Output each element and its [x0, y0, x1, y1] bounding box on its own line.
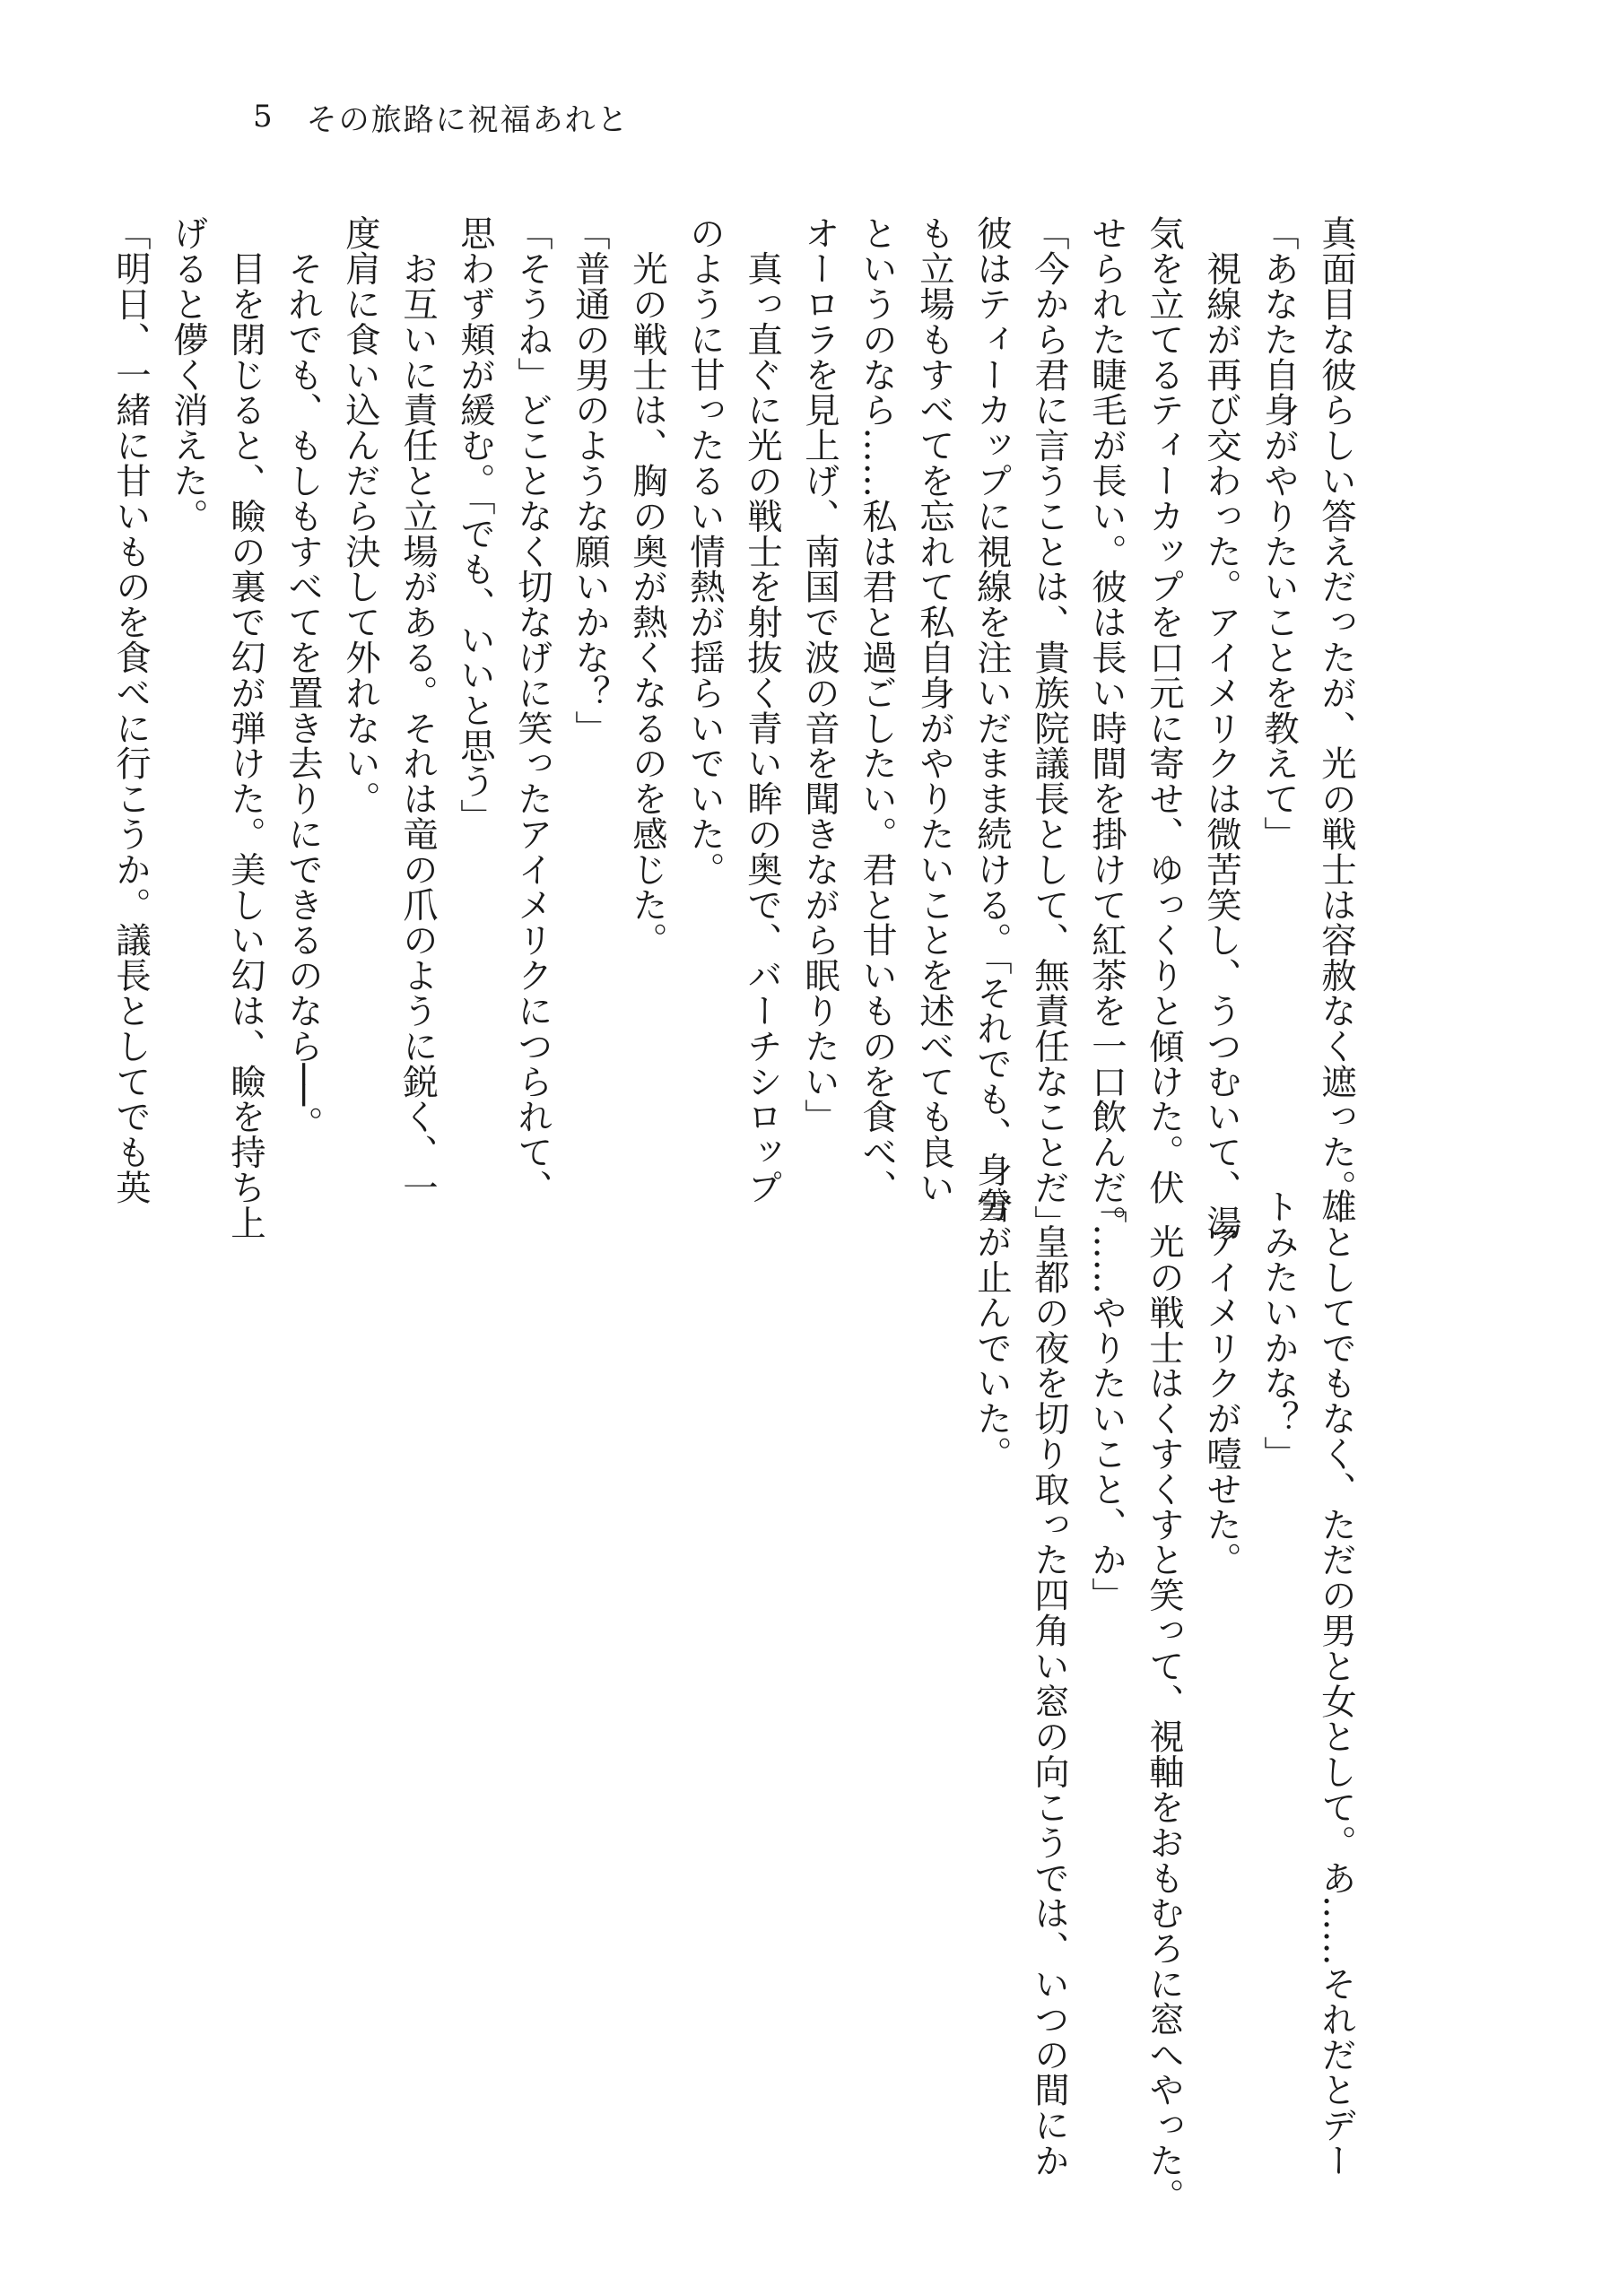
text-line: アイメリクが噎せた。	[1201, 1188, 1242, 1578]
text-line: のように甘ったるい情熱が揺らいでいた。	[684, 215, 726, 887]
text-line: 「……やりたいこと、か」	[1086, 1188, 1127, 1613]
text-line: 目を閉じると、瞼の裏で幻が弾けた。美しい幻は、瞼を持ち上	[225, 215, 266, 1240]
body-text-lower	[961, 1188, 1365, 2213]
text-line: 思わず頬が緩む。「でも、いいと思う」	[455, 215, 496, 834]
text-line: 「あなた自身がやりたいことを教えて」	[1258, 215, 1300, 852]
text-line: というのなら……私は君と過ごしたい。君と甘いものを食べ、	[857, 215, 898, 1205]
text-line: 光の戦士は、胸の奥が熱くなるのを感じた。	[627, 215, 668, 958]
running-head	[253, 90, 630, 144]
text-line: 「普通の男のような願いかな？」	[570, 215, 611, 745]
text-line: オーロラを見上げ、南国で波の音を聞きながら眠りたい」	[799, 215, 840, 1135]
text-line: 彼はティーカップに視線を注いだまま続ける。「それでも、身分	[971, 215, 1013, 1222]
text-line: 真っ直ぐに光の戦士を射抜く青い眸の奥で、バーチシロップ	[742, 215, 783, 1205]
chapter-title: その旅路に祝福あれと	[306, 101, 630, 138]
text-line: それでも、もしもすべてを置き去りにできるのなら──。	[283, 215, 324, 1142]
text-line: げると儚く消えた。	[168, 215, 209, 534]
text-line: も立場もすべてを忘れて私自身がやりたいことを述べても良い	[914, 215, 955, 1205]
text-line: 「明日、一緒に甘いものを食べに行こうか。議長としてでも英	[110, 215, 152, 1205]
text-line: 雪が止んでいた。	[971, 1188, 1013, 1472]
text-line: 気を立てるティーカップを口元に寄せ、ゆっくりと傾けた。伏	[1144, 215, 1185, 1205]
text-line: 真面目な彼らしい答えだったが、光の戦士は容赦なく遮った。	[1316, 215, 1357, 1205]
text-line: 視線が再び交わった。アイメリクは微苦笑し、うつむいて、湯	[1201, 215, 1242, 1240]
text-line: 「そうね」どことなく切なげに笑ったアイメリクにつられて、	[512, 215, 553, 1205]
text-line: 度肩に食い込んだら決して外れない。	[340, 215, 381, 816]
body-text-upper	[110, 215, 1365, 1240]
text-line: 光の戦士はくすくすと笑って、視軸をおもむろに窓へやった。	[1144, 1188, 1185, 2213]
text-line: お互いに責任と立場がある。それは竜の爪のように鋭く、一	[397, 215, 439, 1205]
text-line: 「今から君に言うことは、貴族院議長として、無責任なことだ」	[1029, 215, 1070, 1240]
text-line: トみたいかな？」	[1258, 1188, 1300, 1472]
text-line: 皇都の夜を切り取った四角い窓の向こうでは、いつの間にか	[1029, 1188, 1070, 2179]
text-line: 雄としてでもなく、ただの男と女として。あ……それだとデー	[1316, 1188, 1357, 2179]
page-number: 5	[253, 99, 274, 135]
text-line: せられた睫毛が長い。彼は長い時間を掛けて紅茶を一口飲んだ。	[1086, 215, 1127, 1240]
